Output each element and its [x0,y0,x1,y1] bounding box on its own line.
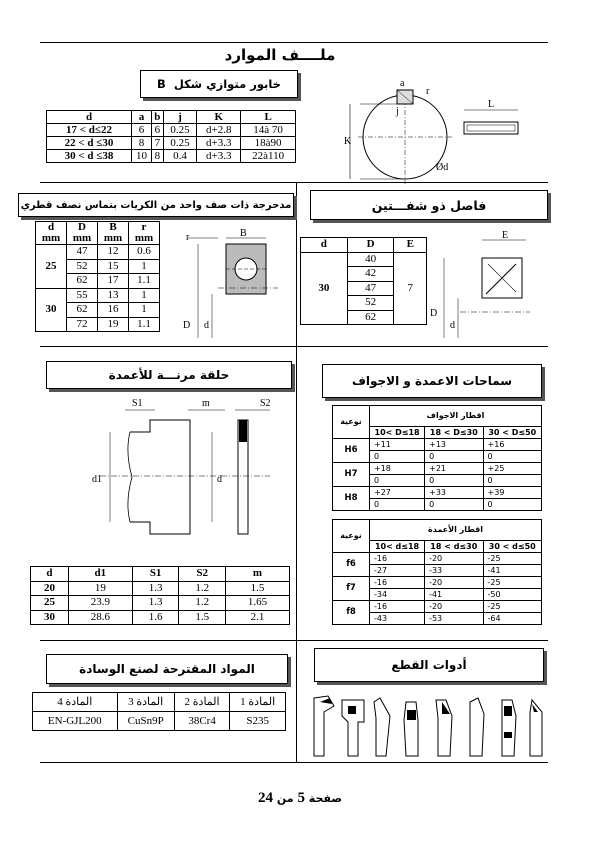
table-cell: 0 [425,475,483,487]
table-cell: 14à 70 [241,124,296,137]
table-cell: 47 [67,245,98,260]
table-row [301,252,427,267]
table-cell: 8 [151,150,163,163]
table-cell: d+3.3 [197,150,241,163]
bearing-title-box [18,193,294,217]
label-d: d [450,320,455,331]
table-cell: 1.3 [132,596,179,611]
table-cell: 1.6 [132,610,179,625]
table-cell: -33 [425,565,483,577]
table-cell: 1.1 [129,274,160,289]
table-cell: نوعية [333,520,370,553]
table-cell: +21 [425,463,483,475]
table-cell: 62 [347,310,394,325]
table-cell: -16 [370,601,425,613]
table-cell: -20 [425,601,483,613]
table-row [47,137,296,150]
table-row [333,487,542,499]
table-cell: 0 [425,451,483,463]
label-r: r [186,232,190,243]
key-title-box [140,70,298,98]
table-cell: 8 [132,137,152,150]
table-cell: +25 [483,463,541,475]
table-cell: 25 [31,596,69,611]
table-row [47,150,296,163]
circlip-th-d1: d1 [68,567,132,582]
table-cell: 1.3 [132,581,179,596]
header-unit: mm [103,232,123,244]
label-L: L [488,99,495,110]
table-cell: f7 [333,577,370,601]
shafts-table [332,519,542,625]
table-cell: 17 < d≤22 [47,124,132,137]
circlip-lug [239,420,247,442]
table-row [333,577,542,589]
circlip-th-m: m [226,567,290,582]
header-unit: mm [72,232,92,244]
key-diagram [340,78,540,182]
table-cell: 0.25 [163,124,197,137]
table-cell: 40 [347,252,394,267]
tool-7 [502,700,516,756]
table-cell: المادة 1 [230,693,286,712]
table-cell: 0 [370,475,425,487]
page-title: ملــــف الموارد [224,46,336,64]
table-cell: 30 [36,288,67,332]
table-cell: -41 [483,565,541,577]
table-cell: +33 [425,487,483,499]
footer-total: 24 [258,790,274,806]
label-m: m [202,398,210,409]
table-row [333,463,542,475]
table-row [47,124,296,137]
table-cell: 7 [151,137,163,150]
table-cell: 0.6 [129,245,160,260]
table-cell: 0 [483,499,541,511]
table-row [31,581,290,596]
circlip-title-box [46,361,292,389]
header-symbol: r [141,221,147,233]
tool-4 [404,702,418,756]
label-S1: S1 [132,398,143,409]
table-cell: 10< d≤18 [370,541,425,553]
table-cell: 6 [132,124,152,137]
table-cell: 0 [370,499,425,511]
table-cell: 23.9 [68,596,132,611]
table-cell: -50 [483,589,541,601]
tool-8 [530,700,542,756]
table-cell: 1.2 [179,596,226,611]
table-cell: -20 [425,553,483,565]
table-cell: 19 [98,317,129,332]
tool-1 [314,696,334,756]
header-symbol: B [109,221,117,233]
table-cell: 0 [425,499,483,511]
header-symbol: D [78,221,86,233]
key-th-a: a [132,111,152,124]
shaft-outline [130,420,190,534]
table-cell: 1.5 [226,581,290,596]
table-cell: 47 [347,281,394,296]
table-cell: 1 [129,259,160,274]
table-cell: 18à90 [241,137,296,150]
table-cell: 18 < d≤30 [425,541,483,553]
bearing-table [35,221,160,332]
table-cell: 30 < d≤50 [483,541,541,553]
table-row [333,553,542,565]
key-th-j: j [163,111,197,124]
table-cell: -53 [425,613,483,625]
table-cell: 62 [67,274,98,289]
cutting-tools [306,692,546,764]
spacer-th-D: D [347,238,394,253]
table-cell: -20 [425,577,483,589]
table-cell: +16 [483,439,541,451]
label-d: Ød [436,162,449,173]
label-B: B [240,228,247,239]
label-a: a [400,78,405,89]
table-cell: نوعية [333,406,370,439]
footer-of: من [276,792,294,805]
table-cell: 1 [129,303,160,318]
table-cell: 20 [31,581,69,596]
table-cell: 1.5 [179,610,226,625]
spacer-diagram [430,228,540,340]
tolerances-title: سماحات الاعمدة و الاجواف [351,374,513,388]
table-cell: -64 [483,613,541,625]
table-cell: 10 [132,150,152,163]
table-cell: 0 [483,475,541,487]
table-cell: اقطار الاجواف [370,406,542,427]
table-cell: 30 < d ≤38 [47,150,132,163]
table-cell: S235 [230,712,286,731]
circlip-th-s1: S1 [132,567,179,582]
bearing-title: مدحرجة ذات صف واحد من الكريات بتماس نصف قطري [20,199,292,211]
table-row [333,601,542,613]
column-divider [296,182,297,762]
key-th-k: K [197,111,241,124]
table-cell: 0 [370,451,425,463]
table-cell: اقطار الأعمدة [370,520,542,541]
label-d1: d1 [92,474,102,485]
bearing-th-d [36,222,67,245]
tool-3 [374,698,390,756]
table-cell: 1 [129,288,160,303]
table-cell: 52 [347,296,394,311]
table-cell: 30 < D≤50 [483,427,541,439]
table-cell: EN-GJL200 [33,712,118,731]
table-row [333,439,542,451]
spacer-th-E: E [394,238,427,253]
table-cell: 0.4 [163,150,197,163]
table-cell: CuSn9P [117,712,174,731]
circlip-th-s2: S2 [179,567,226,582]
table-cell: 15 [98,259,129,274]
bearing-th-r [129,222,160,245]
table-cell: المادة 2 [174,693,230,712]
table-cell: 52 [67,259,98,274]
tool-6 [470,698,484,756]
table-cell: 16 [98,303,129,318]
bearing-th-D [67,222,98,245]
spacer-title: فاصل ذو شفـــتين [371,197,487,213]
section-divider [40,182,548,183]
table-cell: -25 [483,577,541,589]
table-cell: -16 [370,553,425,565]
table-cell: -25 [483,601,541,613]
table-cell: 0.25 [163,137,197,150]
key-side-view [464,122,518,134]
label-K: K [344,136,352,147]
table-cell: 38Cr4 [174,712,230,731]
table-cell: d+3.3 [197,137,241,150]
table-cell: +13 [425,439,483,451]
section-divider [40,762,548,763]
table-cell: 62 [67,303,98,318]
table-row [33,712,286,731]
table-cell: 6 [151,124,163,137]
key-th-d: d [47,111,132,124]
label-j: j [396,106,399,117]
header-unit: mm [134,232,154,244]
table-cell: -25 [483,553,541,565]
table-cell: 72 [67,317,98,332]
table-cell: d+2.8 [197,124,241,137]
section-divider [40,640,548,641]
footer-prefix: صفحة [308,792,342,805]
table-cell: -27 [370,565,425,577]
table-cell: 1.65 [226,596,290,611]
holes-table [332,405,542,511]
table-cell: 25 [36,245,67,289]
bearing-diagram [178,228,288,340]
circlip-table [30,566,290,625]
top-rule [40,42,548,43]
table-cell: 17 [98,274,129,289]
label-d: d [204,320,209,331]
table-row [36,288,160,303]
spacer-table [300,237,427,325]
table-cell: المادة 3 [117,693,174,712]
table-cell: H7 [333,463,370,487]
table-cell: -41 [425,589,483,601]
circlip-diagram [70,392,280,557]
materials-title-box [46,654,288,684]
tolerances-title-box [322,364,542,398]
spacer-title-box [310,190,548,220]
spacer-th-d: d [301,238,348,253]
tools-title: أدوات القطع [391,658,467,672]
table-cell: -43 [370,613,425,625]
footer-page: 5 [297,790,305,806]
table-cell: -34 [370,589,425,601]
table-cell: 22à110 [241,150,296,163]
label-S2: S2 [260,398,271,409]
key-title-letter: B [157,77,166,91]
table-cell: 42 [347,267,394,282]
table-cell: +39 [483,487,541,499]
key-th-b: b [151,111,163,124]
key-title: خابور متوازي شكل [173,77,281,91]
section-divider [40,346,548,347]
table-cell: 1.2 [179,581,226,596]
table-cell: 0 [483,451,541,463]
table-cell: +18 [370,463,425,475]
materials-title: المواد المقترحة لصنع الوسادة [79,662,255,676]
materials-table [32,692,286,731]
label-r: r [426,86,430,97]
key-table [46,110,296,163]
table-cell: +27 [370,487,425,499]
table-cell: 7 [394,252,427,325]
circlip-title: حلقة مرنـــة للأعمدة [108,368,230,382]
label-D: D [183,320,191,331]
table-cell: f8 [333,601,370,625]
circlip-th-d: d [31,567,69,582]
header-symbol: d [47,221,55,233]
tool-2 [342,700,364,756]
table-cell: 1.1 [129,317,160,332]
table-cell: 12 [98,245,129,260]
table-row [31,596,290,611]
page-footer [230,790,370,807]
table-cell: 10< D≤18 [370,427,425,439]
key-th-l: L [241,111,296,124]
table-cell: 55 [67,288,98,303]
table-cell: 22 < d ≤30 [47,137,132,150]
bearing-th-B [98,222,129,245]
header-unit: mm [41,232,61,244]
label-E: E [502,230,509,241]
table-cell: 28.6 [68,610,132,625]
table-cell: 30 [301,252,348,325]
table-row [36,245,160,260]
table-cell: H8 [333,487,370,511]
table-cell: المادة 4 [33,693,118,712]
table-cell: f6 [333,553,370,577]
label-d: d [217,474,222,485]
tools-title-box [314,648,544,682]
table-cell: 30 [31,610,69,625]
label-D: D [430,308,438,319]
tool-5 [436,700,452,756]
table-cell: 2.1 [226,610,290,625]
table-cell: H6 [333,439,370,463]
table-cell: 19 [68,581,132,596]
table-cell: +11 [370,439,425,451]
table-cell: 13 [98,288,129,303]
table-cell: -16 [370,577,425,589]
table-row [31,610,290,625]
table-cell: 18 < D≤30 [425,427,483,439]
